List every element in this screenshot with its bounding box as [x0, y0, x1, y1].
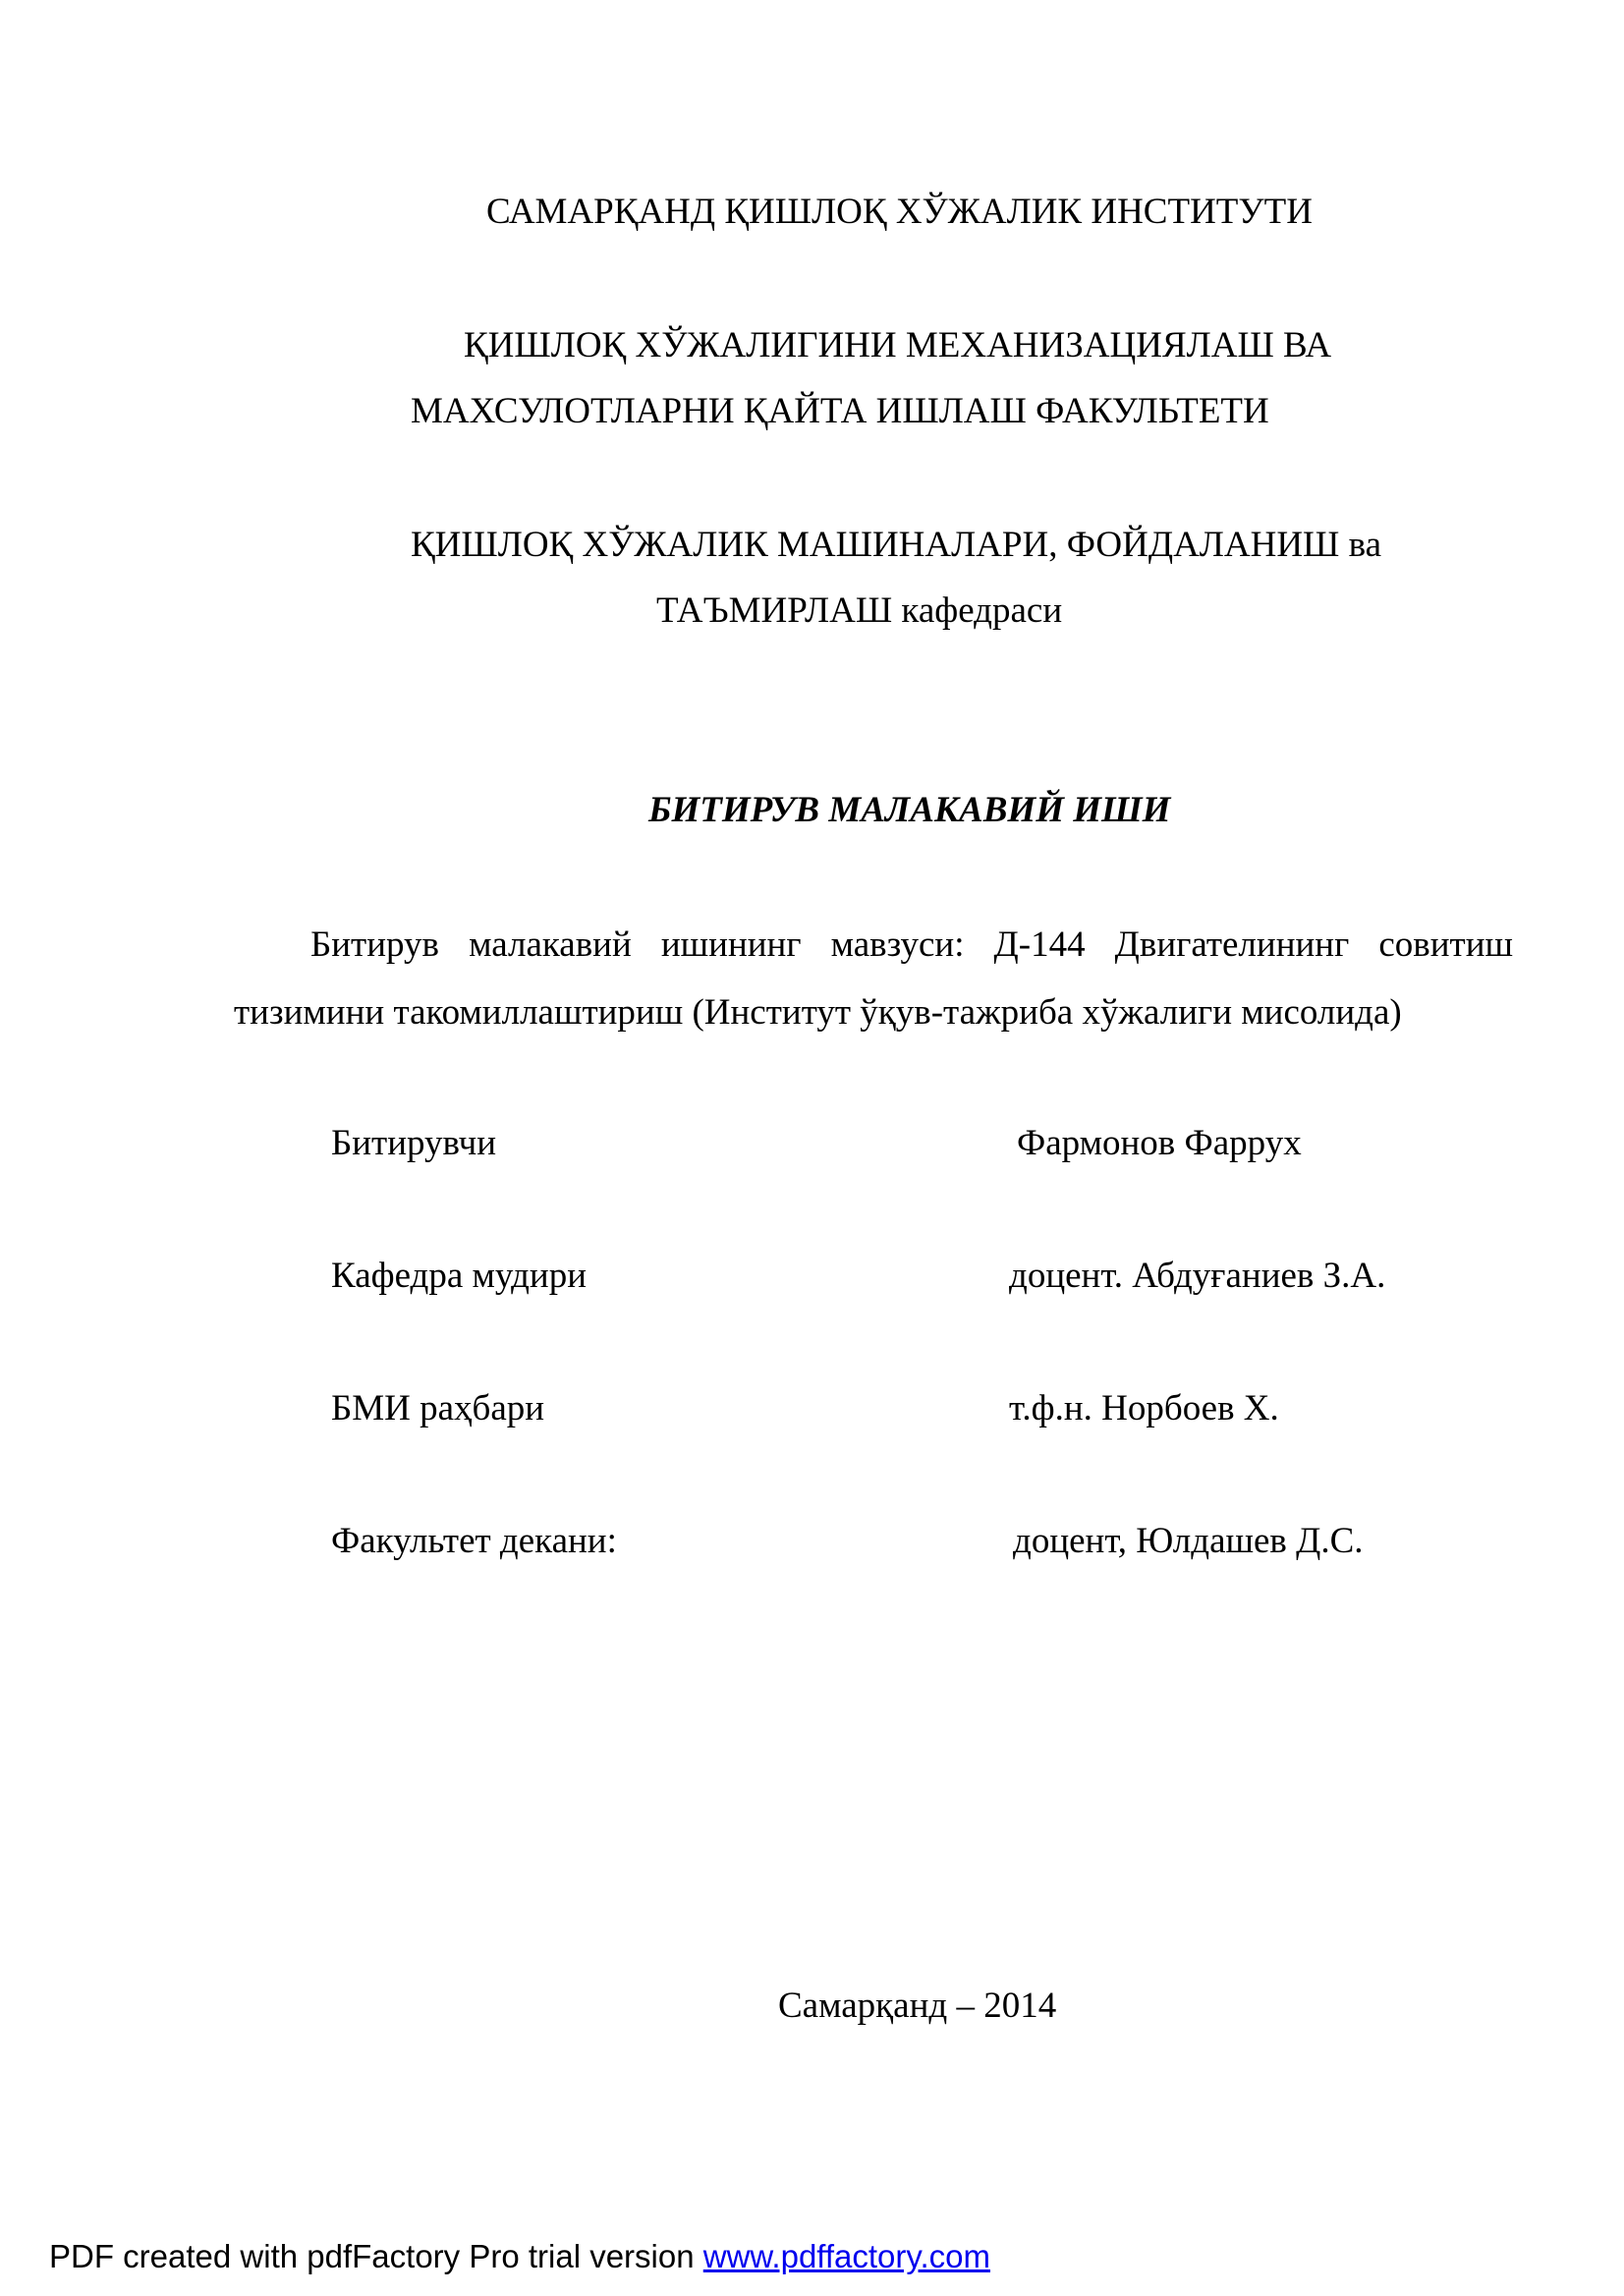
- signatory-name-graduate: Фармонов Фаррух: [1017, 1123, 1302, 1163]
- faculty-name-line2: МАХСУЛОТЛАРНИ ҚАЙТА ИШЛАШ ФАКУЛЬТЕТИ: [411, 391, 1269, 431]
- signatory-name-dean: доцент, Юлдашев Д.С.: [1013, 1521, 1364, 1561]
- place-year: Самарқанд – 2014: [778, 1986, 1057, 2026]
- pdf-footer: [49, 2240, 990, 2272]
- signatory-role-dean: Факультет декани:: [331, 1521, 617, 1561]
- work-title: БИТИРУВ МАЛАКАВИЙ ИШИ: [648, 790, 1171, 830]
- signatory-role-supervisor: БМИ раҳбари: [331, 1388, 545, 1428]
- department-name-line1: ҚИШЛОҚ ХЎЖАЛИК МАШИНАЛАРИ, ФОЙДАЛАНИШ ва: [411, 525, 1382, 565]
- signatory-role-graduate: Битирувчи: [331, 1123, 496, 1163]
- topic-line2: тизимини такомиллаштириш (Институт ўқув-тажриба хўжалиги мисолида): [234, 992, 1402, 1033]
- signatory-name-supervisor: т.ф.н. Норбоев Х.: [1009, 1388, 1279, 1428]
- faculty-name-line1: ҚИШЛОҚ ХЎЖАЛИГИНИ МЕХАНИЗАЦИЯЛАШ ВА: [464, 325, 1332, 365]
- institute-name: САМАРҚАНД ҚИШЛОҚ ХЎЖАЛИК ИНСТИТУТИ: [486, 192, 1313, 232]
- topic-line1: Битирув малакавий ишининг мавзуси: Д-144 Двигателининг совитиш: [310, 924, 1513, 965]
- department-name-line2: ТАЪМИРЛАШ кафедраси: [656, 590, 1063, 631]
- signatory-role-head: Кафедра мудири: [331, 1256, 588, 1296]
- signatory-name-head: доцент. Абдуғаниев З.А.: [1009, 1256, 1386, 1296]
- pdffactory-link[interactable]: www.pdffactory.com: [702, 2238, 990, 2274]
- footer-text: PDF created with pdfFactory Pro trial version: [49, 2238, 703, 2274]
